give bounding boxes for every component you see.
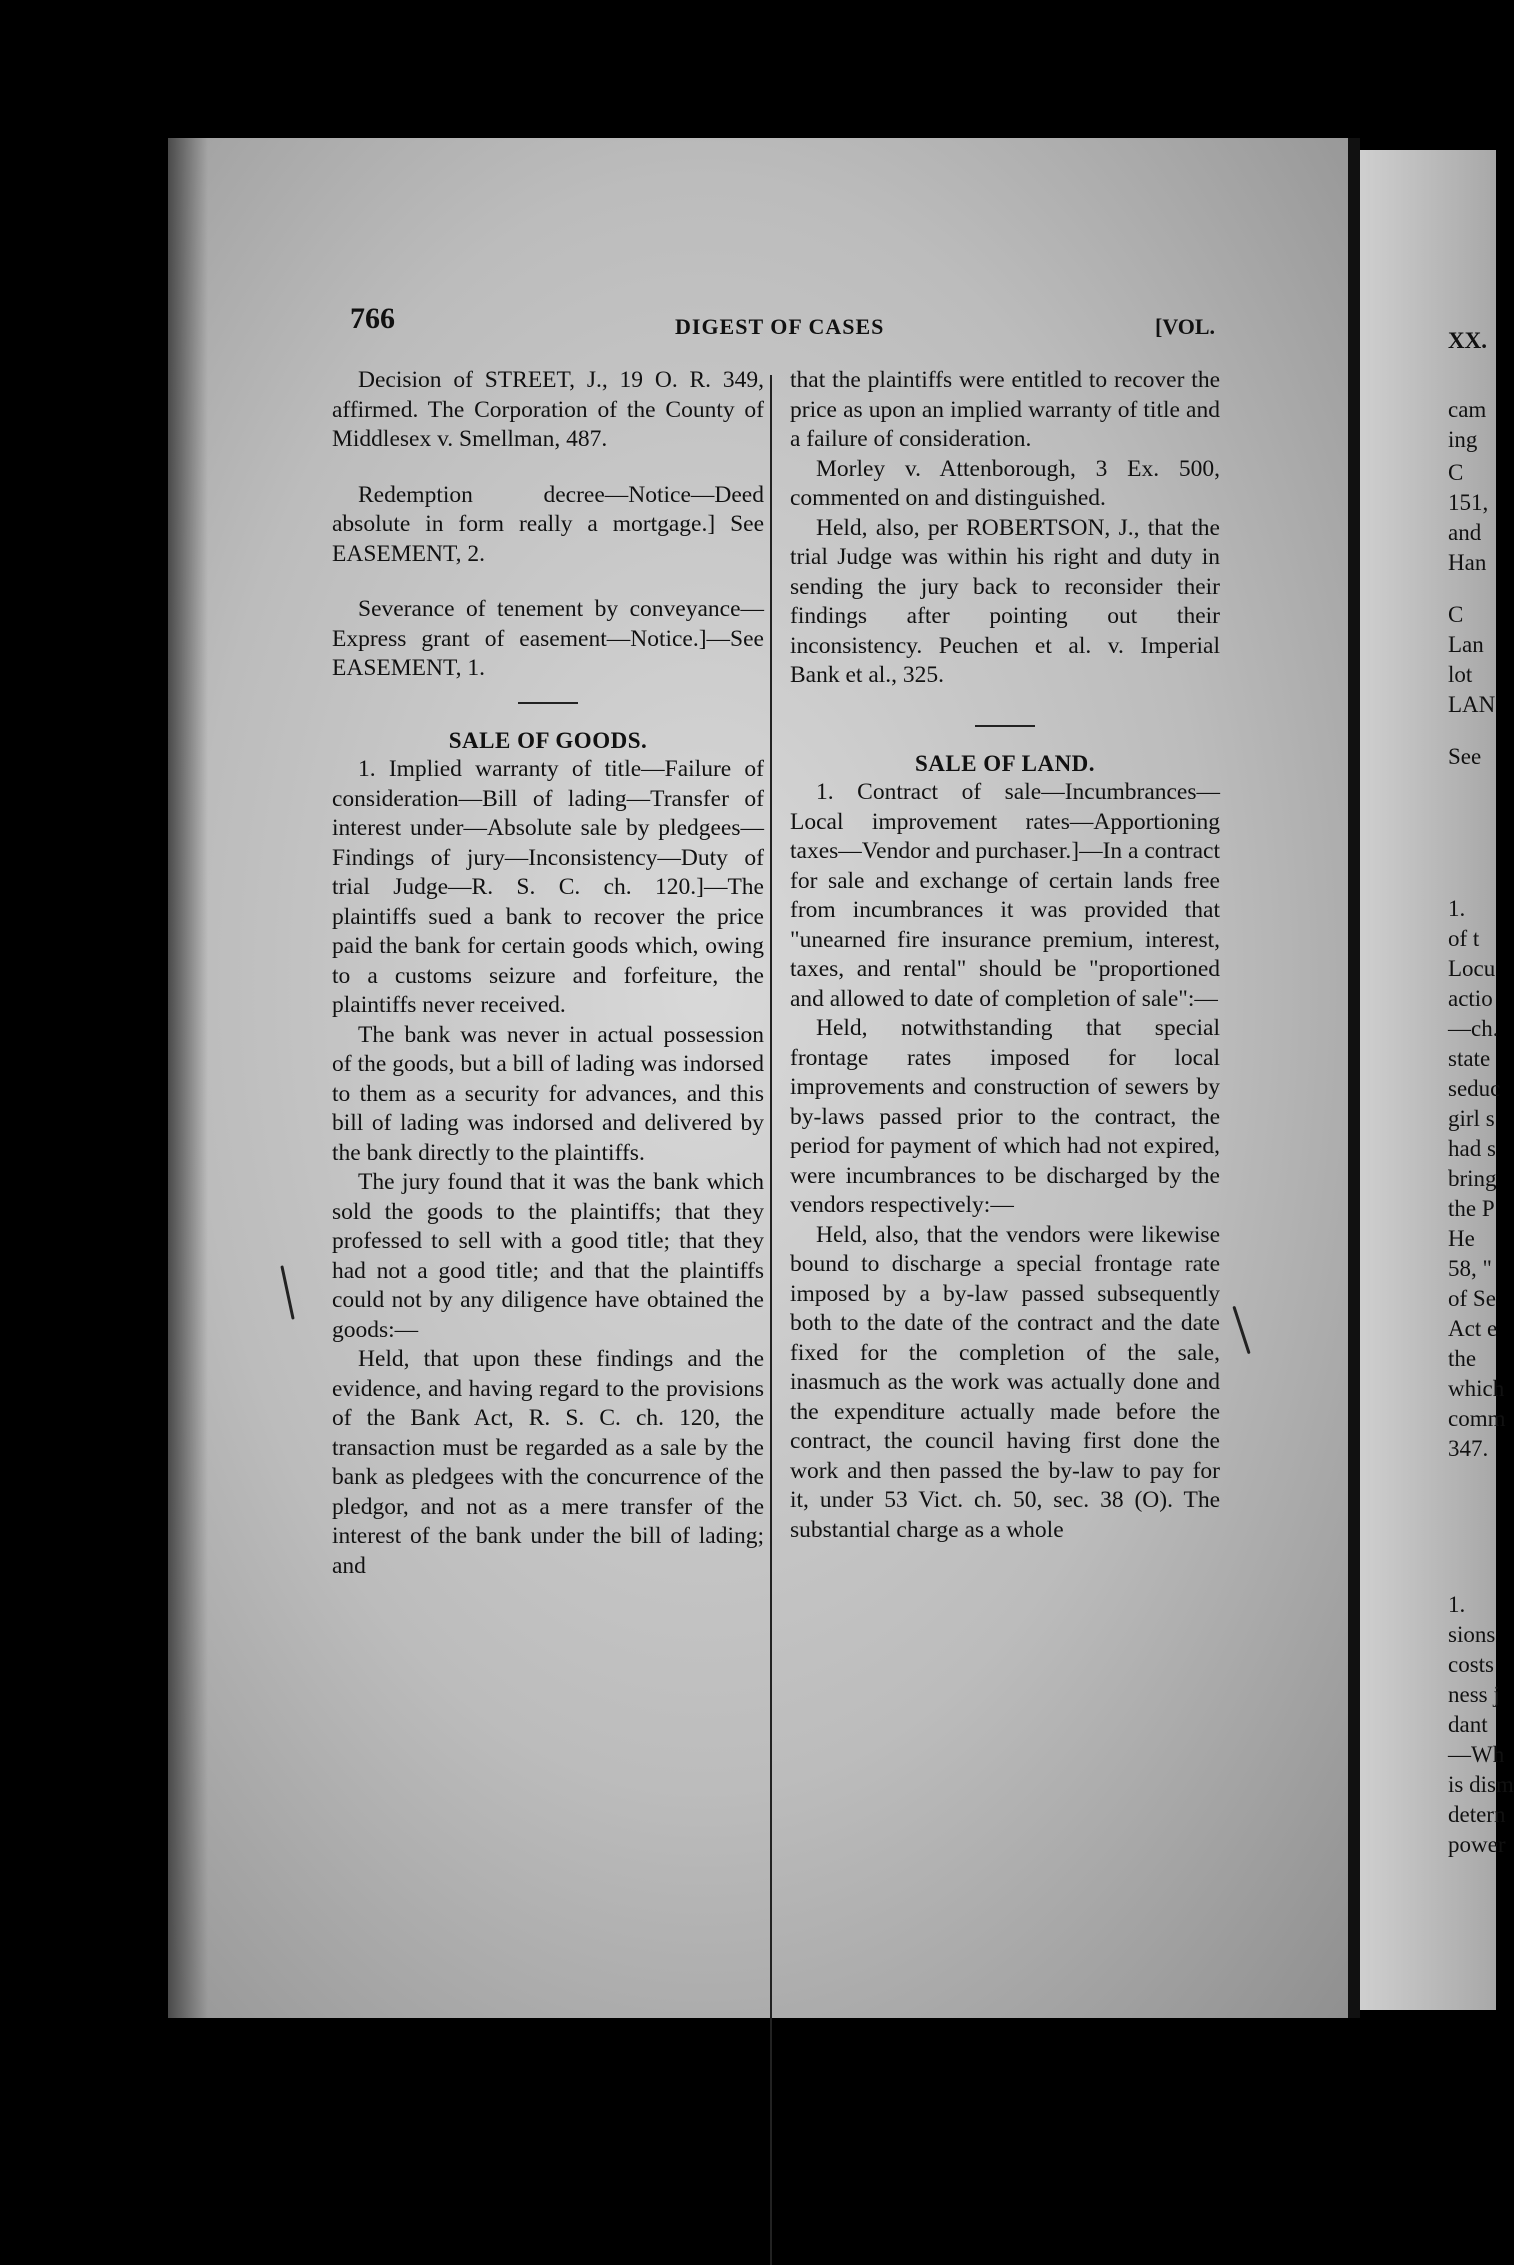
section-heading-sale-of-goods: SALE OF GOODS. (448, 727, 648, 753)
facing-page-fragment: detern (1448, 1802, 1506, 1827)
facing-page-fragment: lot (1448, 662, 1473, 687)
facing-page-fragment: cam (1448, 397, 1487, 422)
facing-page-fragment: state (1448, 1046, 1491, 1071)
facing-page-fragment: is dism (1448, 1772, 1514, 1797)
facing-page-fragment: actio (1448, 986, 1493, 1011)
facing-page-fragment: seduc (1448, 1076, 1501, 1101)
facing-page-fragment: Han (1448, 550, 1487, 575)
right-column (790, 366, 1220, 1545)
paragraph-implied-warranty: 1. Implied warranty of title—Failure of consideration—Bill of lading—Transfer of interest under—Absolute sale by pledgees—Findings of jury—Inconsistency—Duty of trial Judge—R. S. C. ch. 120.]—The plaintiffs sued a bank to recover the price paid the bank for certain goods which, owing to a customs seizure and forfeiture, the plaintiffs never received. (332, 756, 764, 1018)
running-head-title: DIGEST OF CASES (675, 314, 885, 339)
volume-label: [VOL. (1155, 314, 1216, 339)
facing-page-fragment: 1. (1448, 1592, 1466, 1617)
facing-page-fragment: of Se (1448, 1286, 1496, 1311)
paragraph-held-also: Held, also, that the vendors were likewise bound to discharge a special frontage rate imposed by a by-law passed subsequently both to the date of the contract and the date fixed for the completion of the sale, inasmuch as the work was actually done and the expenditure actually made before the contract, the council having first done the work and then passed the by-law to pay for it, under 53 Vict. ch. 50, sec. 38 (O). The substantial charge as a whole (790, 1221, 1220, 1543)
page-number: 766 (350, 302, 395, 335)
left-column (332, 366, 764, 1581)
paragraph-held-robertson: Held, also, per ROBERTSON, J., that the trial Judge was within his right and duty in sending the jury back to reconsider their findings after pointing out their inconsistency. Peuchen et al. v. Imperial Bank et al., 325. (790, 514, 1220, 688)
facing-page-fragment: sions (1448, 1622, 1496, 1647)
facing-page-fragment: comm (1448, 1406, 1506, 1431)
facing-page-fragment: Locu (1448, 956, 1496, 981)
paragraph-continued: that the plaintiffs were entitled to recover the price as upon an implied warranty of title and a failure of consideration. (790, 367, 1220, 452)
facing-page-fragment: had s (1448, 1136, 1496, 1161)
facing-page-fragment: —Wh (1448, 1742, 1505, 1767)
facing-page-fragment: ness j (1448, 1682, 1500, 1707)
paragraph-contract-of-sale: 1. Contract of sale—Incumbrances—Local improvement rates—Apportioning taxes—Vendor and purchaser.]—In a contract for sale and exchange of certain lands free from incumbrances it was provided that "unearned fire insurance premium, interest, taxes, and rental" should be "proportioned and allowed to date of completion of sale":— (790, 779, 1221, 1012)
paragraph-held: Held, that upon these findings and the evidence, and having regard to the provisions of the Bank Act, R. S. C. ch. 120, the transaction must be regarded as a sale by the bank as pledgees with the concurrence of the pledgor, and not as a mere transfer of the interest of the bank under the bill of lading; and (332, 1346, 764, 1579)
facing-page-fragment: the P (1448, 1196, 1495, 1221)
paragraph-morley: Morley v. Attenborough, 3 Ex. 500, commented on and distinguished. (790, 455, 1220, 511)
facing-page-fragment: 1. (1448, 896, 1466, 921)
paragraph-held-frontage: Held, notwithstanding that special frontage rates imposed for local improvements and construction of sewers by by-laws passed prior to the contract, the period for payment of which had not expired, were incumbrances to be discharged by the vendors respectively:— (790, 1015, 1220, 1218)
facing-page-fragment: 58, " (1448, 1256, 1492, 1281)
facing-page-head: XX. (1448, 328, 1487, 353)
book-gutter (1348, 138, 1360, 2018)
paragraph-severance: Severance of tenement by conveyance—Express grant of easement—Notice.]—See EASEMENT, 1. (332, 596, 764, 681)
facing-page-fragment: costs (1448, 1652, 1494, 1677)
paragraph-bank-possession: The bank was never in actual possession of the goods, but a bill of lading was indorsed to them as a security for advances, and this bill of lading was indorsed and delivered by the bank directly to the plaintiffs. (332, 1021, 764, 1166)
facing-page-fragment: of t (1448, 926, 1480, 951)
facing-page-fragment: ing (1448, 427, 1478, 452)
facing-page-fragment: LAN (1448, 692, 1496, 717)
section-heading-sale-of-land: SALE OF LAND. (914, 750, 1096, 776)
facing-page-fragment: Act e (1448, 1316, 1498, 1341)
facing-page-fragment: dant (1448, 1712, 1488, 1737)
facing-page-fragment: Lan (1448, 632, 1484, 657)
running-head (350, 302, 1230, 342)
facing-page-fragment: and (1448, 520, 1482, 545)
section-rule (975, 725, 1035, 727)
column-divider (770, 375, 772, 2265)
facing-page-fragment: C (1448, 460, 1464, 485)
section-rule (518, 702, 578, 704)
facing-page-fragment: power (1448, 1832, 1506, 1857)
facing-page-fragment: —ch. (1448, 1016, 1499, 1041)
facing-page-fragment: the (1448, 1346, 1477, 1371)
paragraph-decision: Decision of STREET, J., 19 O. R. 349, affirmed. The Corporation of the County of Middlesex v. Smellman, 487. (332, 367, 764, 452)
facing-page-fragment: C (1448, 602, 1464, 627)
facing-page-fragment: bring (1448, 1166, 1497, 1191)
facing-page-fragment: See (1448, 744, 1482, 769)
facing-page-fragment: 347. (1448, 1436, 1489, 1461)
page-edge-shadow (168, 138, 208, 2018)
facing-page-fragment: 151, (1448, 490, 1489, 515)
facing-page-fragment: He (1448, 1226, 1475, 1251)
paragraph-redemption: Redemption decree—Notice—Deed absolute in form really a mortgage.] See EASEMENT, 2. (332, 481, 764, 567)
facing-page-fragment: girl s (1448, 1106, 1495, 1131)
facing-page-fragment: which (1448, 1376, 1505, 1401)
paragraph-jury-found: The jury found that it was the bank which sold the goods to the plaintiffs; that they professed to sell with a good title; that they had not a good title; and that the plaintiffs could not by any diligence have obtained the goods:— (332, 1169, 764, 1343)
